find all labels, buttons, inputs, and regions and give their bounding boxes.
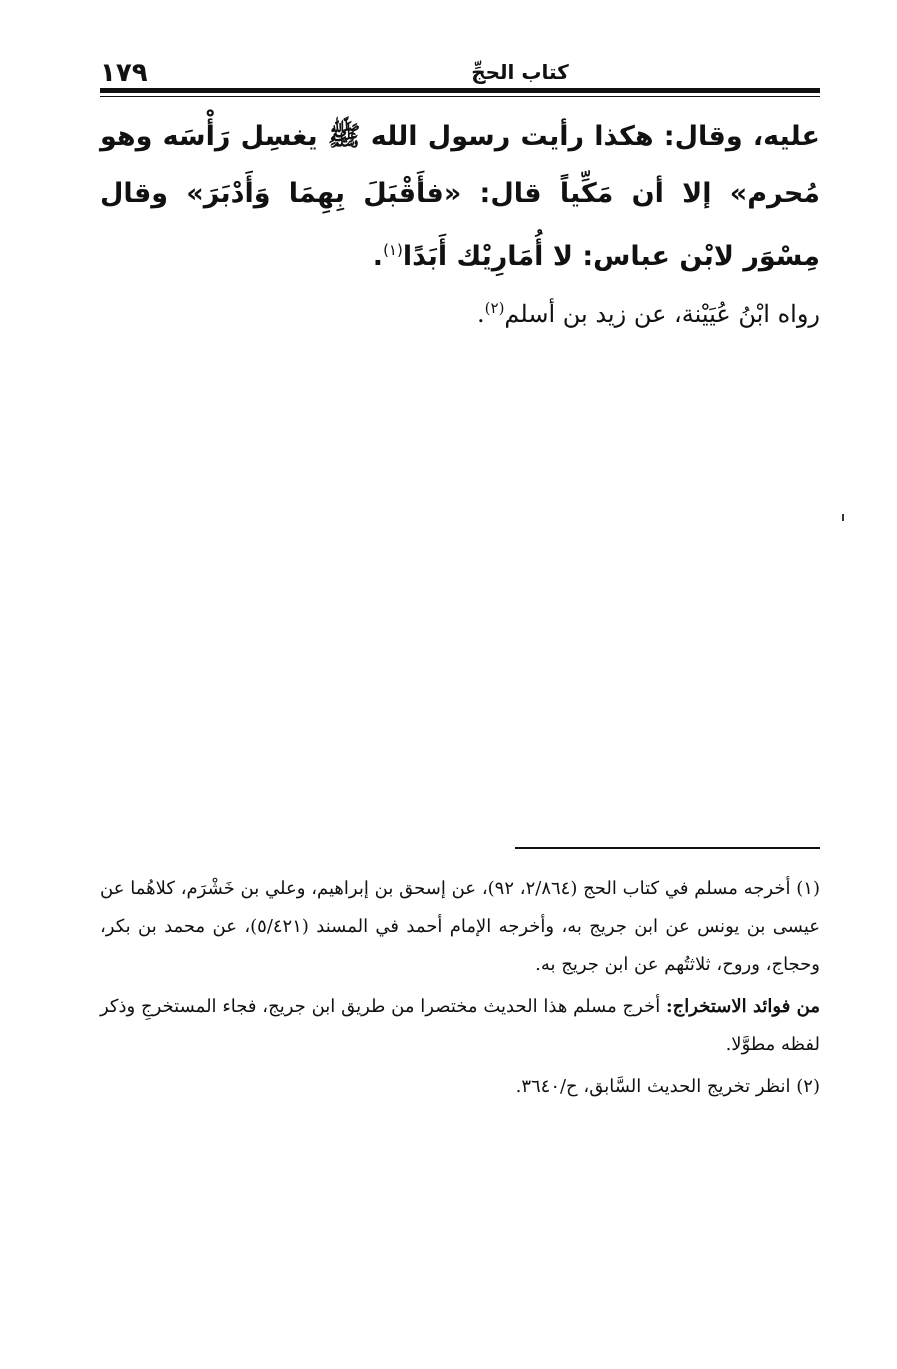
page-number: ١٧٩ xyxy=(100,58,148,88)
page-header xyxy=(100,50,820,90)
footnote-ref-2[interactable]: (٢) xyxy=(484,299,505,317)
hadith-text: عليه، وقال: هكذا رأيت رسول الله ﷺ يغسِل رَأْسَه وهو مُحرم» إلا أن مَكِّياً قال: «فأَقْبَلَ بِهِمَا وَأَدْبَرَ» وقال مِسْوَر لابْن عباس: لا أُمَارِيْك أَبَدًا xyxy=(100,121,820,272)
main-text xyxy=(100,108,820,285)
narration-text: رواه ابْنُ عُيَيْنة، عن زيد بن أسلم xyxy=(504,300,820,328)
header-rule-thin xyxy=(100,96,820,97)
benefit-text: أخرج مسلم هذا الحديث مختصرا من طريق ابن جريج، فجاء المستخرجِ وذكر لفظه مطوَّلا. xyxy=(100,996,820,1055)
hadith-end: . xyxy=(372,241,384,272)
footnote-ref-1[interactable]: (١) xyxy=(383,241,403,259)
footnote-1-benefit xyxy=(100,988,820,1064)
footnote-2: (٢) انظر تخريج الحديث السَّابق، ح/٣٦٤٠. xyxy=(515,1076,820,1097)
benefit-label: من فوائد الاستخراج: xyxy=(666,996,820,1017)
header-rule-thick xyxy=(100,88,820,93)
running-title: كتاب الحجِّ xyxy=(471,60,569,84)
footnote-separator xyxy=(515,847,820,849)
narration-line xyxy=(100,288,820,334)
scan-mark xyxy=(842,514,844,521)
footnote-1: (١) أخرجه مسلم في كتاب الحج (٢/٨٦٤، ٩٢)، عن إسحق بن إبراهيم، وعلي بن خَشْرَم، كلاهُما عن عيسى بن يونس عن ابن جريج به، وأخرجه الإمام أحمد في المسند (٥/٤٢١)، عن محمد بن بكر، وحجاج، وروح، ثلاثتُهم عن ابن جريج به. xyxy=(100,878,820,975)
footnotes-section xyxy=(100,870,820,1110)
hadith-paragraph xyxy=(100,108,820,285)
narration-end: . xyxy=(477,300,485,328)
